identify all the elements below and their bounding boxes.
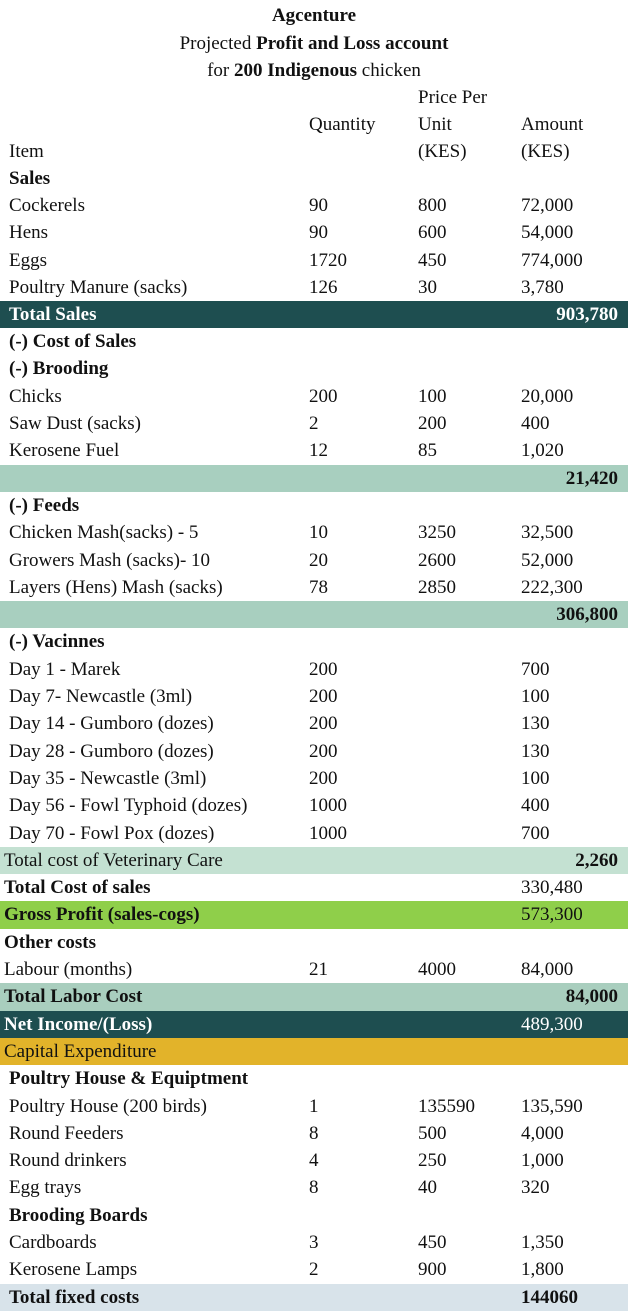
- total-labor-row: [0, 983, 628, 1010]
- board-line-qty: 2: [309, 1259, 319, 1281]
- report-scope: [0, 57, 628, 84]
- house-line-row: [0, 1120, 628, 1147]
- feeds-line-price: 2850: [418, 576, 456, 598]
- sales-line-amount: 3,780: [521, 276, 564, 298]
- cost-of-sales-heading: (-) Cost of Sales: [9, 331, 137, 353]
- veterinary-total-value: 2,260: [575, 849, 618, 871]
- total-fixed-costs-row: [0, 1284, 628, 1311]
- brooding-heading-row: [0, 355, 628, 382]
- brooding-line-price: 85: [418, 440, 437, 462]
- house-line-qty: 8: [309, 1122, 319, 1144]
- cost-of-sales-heading-row: [0, 328, 628, 355]
- brooding-line-row: [0, 437, 628, 464]
- total-fixed-costs-value: 144060: [521, 1286, 578, 1308]
- board-line-price: 450: [418, 1231, 447, 1253]
- board-line-row: [0, 1229, 628, 1256]
- vaccine-line-amount: 130: [521, 740, 550, 762]
- house-line-price: 135590: [418, 1095, 475, 1117]
- board-line-item: Kerosene Lamps: [9, 1259, 138, 1281]
- house-heading: Poultry House & Equiptment: [9, 1068, 249, 1090]
- total-cost-of-sales-row: [0, 874, 628, 901]
- report-subtitle: [0, 30, 628, 57]
- sales-line-item: Poultry Manure (sacks): [9, 276, 188, 298]
- house-line-amount: 135,590: [521, 1095, 583, 1117]
- gross-profit-label: Gross Profit (sales-cogs): [4, 904, 200, 926]
- vaccine-line-item: Day 14 - Gumboro (dozes): [9, 713, 214, 735]
- house-line-price: 40: [418, 1177, 437, 1199]
- sales-line-price: 450: [418, 249, 447, 271]
- sales-line-price: 600: [418, 222, 447, 244]
- house-line-amount: 320: [521, 1177, 550, 1199]
- vaccine-line-qty: 200: [309, 740, 338, 762]
- feeds-line-row: [0, 574, 628, 601]
- board-line-amount: 1,800: [521, 1259, 564, 1281]
- house-line-row: [0, 1174, 628, 1201]
- house-line-item: Poultry House (200 birds): [9, 1095, 207, 1117]
- vaccine-line-amount: 100: [521, 686, 550, 708]
- vaccine-line-item: Day 1 - Marek: [9, 658, 121, 680]
- company-name: Agcenture: [271, 5, 357, 26]
- vaccine-line-qty: 200: [309, 686, 338, 708]
- sales-line-qty: 126: [309, 276, 338, 298]
- vaccine-line-qty: 200: [309, 767, 338, 789]
- board-line-qty: 3: [309, 1231, 319, 1253]
- house-line-price: 500: [418, 1122, 447, 1144]
- total-sales-row: [0, 301, 628, 328]
- other-costs-heading-row: [0, 929, 628, 956]
- sales-line-price: 800: [418, 195, 447, 216]
- capex-heading-row: [0, 1038, 628, 1065]
- sales-line-item: Eggs: [9, 249, 47, 271]
- vaccine-line-row: [0, 683, 628, 710]
- sales-line-item: Hens: [9, 222, 49, 244]
- brooding-line-amount: 1,020: [521, 440, 564, 462]
- house-line-amount: 4,000: [521, 1122, 564, 1144]
- feeds-line-row: [0, 519, 628, 546]
- report-header: [0, 2, 628, 84]
- sales-line-amount: 774,000: [521, 249, 583, 271]
- total-cost-of-sales-label: Total Cost of sales: [4, 877, 151, 899]
- capex-heading: Capital Expenditure: [4, 1040, 157, 1062]
- vaccine-line-amount: 700: [521, 822, 550, 844]
- feeds-line-item: Layers (Hens) Mash (sacks): [9, 576, 223, 598]
- sales-line-amount: 54,000: [521, 222, 574, 244]
- sales-line-row: [0, 247, 628, 274]
- house-line-price: 250: [418, 1150, 447, 1172]
- board-line-amount: 1,350: [521, 1231, 564, 1253]
- gross-profit-value: 573,300: [521, 904, 583, 926]
- vaccine-line-amount: 100: [521, 767, 550, 789]
- vaccine-line-row: [0, 792, 628, 819]
- brooding-line-qty: 12: [309, 440, 328, 462]
- net-income-row: [0, 1011, 628, 1038]
- board-line-item: Cardboards: [9, 1231, 97, 1253]
- col-price-l3: (KES): [418, 141, 467, 162]
- brooding-line-qty: 200: [309, 385, 338, 407]
- vaccine-line-row: [0, 820, 628, 847]
- feeds-heading: (-) Feeds: [9, 494, 80, 516]
- feeds-line-amount: 222,300: [521, 576, 583, 598]
- house-line-item: Round Feeders: [9, 1122, 124, 1144]
- col-quantity: Quantity: [309, 114, 376, 135]
- vaccines-heading: (-) Vacinnes: [9, 631, 105, 653]
- vaccine-line-amount: 400: [521, 795, 550, 817]
- sales-heading-row: [0, 165, 628, 192]
- other-costs-heading: Other costs: [4, 931, 96, 953]
- total-labor-label: Total Labor Cost: [4, 986, 143, 1008]
- col-price-l1: Price Per: [418, 87, 488, 108]
- vaccine-line-qty: 1000: [309, 822, 347, 844]
- feeds-line-price: 3250: [418, 522, 456, 544]
- veterinary-total-label: Total cost of Veterinary Care: [4, 849, 223, 871]
- scope-suffix: chicken: [357, 60, 421, 81]
- house-line-qty: 8: [309, 1177, 319, 1199]
- statement-body: [0, 165, 628, 1311]
- column-headers: [0, 84, 628, 166]
- veterinary-total-row: [0, 847, 628, 874]
- col-item: Item: [9, 141, 44, 162]
- house-line-qty: 4: [309, 1150, 319, 1172]
- vaccine-line-qty: 200: [309, 658, 338, 680]
- house-line-item: Egg trays: [9, 1177, 82, 1199]
- vaccine-line-amount: 130: [521, 713, 550, 735]
- scope-bold: 200 Indigenous: [234, 60, 358, 81]
- brooding-line-amount: 20,000: [521, 385, 574, 407]
- brooding-line-qty: 2: [309, 413, 319, 435]
- feeds-line-item: Growers Mash (sacks)- 10: [9, 549, 211, 571]
- vaccine-line-item: Day 70 - Fowl Pox (dozes): [9, 822, 215, 844]
- brooding-line-row: [0, 383, 628, 410]
- board-line-price: 900: [418, 1259, 447, 1281]
- total-labor-value: 84,000: [565, 986, 618, 1008]
- brooding-line-amount: 400: [521, 413, 550, 435]
- total-cost-of-sales-value: 330,480: [521, 877, 583, 899]
- feeds-line-amount: 52,000: [521, 549, 574, 571]
- total-sales-value: 903,780: [556, 304, 618, 326]
- feeds-line-price: 2600: [418, 549, 456, 571]
- scope-prefix: for: [207, 60, 235, 81]
- brooding-line-item: Saw Dust (sacks): [9, 413, 141, 435]
- gross-profit-row: [0, 901, 628, 928]
- vaccine-line-item: Day 56 - Fowl Typhoid (dozes): [9, 795, 248, 817]
- brooding-boards-heading-row: [0, 1202, 628, 1229]
- feeds-line-row: [0, 547, 628, 574]
- feeds-line-item: Chicken Mash(sacks) - 5: [9, 522, 199, 544]
- col-amount-l1: Amount: [521, 114, 584, 135]
- sales-line-row: [0, 192, 628, 219]
- sales-line-item: Cockerels: [9, 195, 85, 216]
- vaccine-line-qty: 1000: [309, 795, 347, 817]
- feeds-heading-row: [0, 492, 628, 519]
- brooding-line-price: 100: [418, 385, 447, 407]
- labour-line-item: Labour (months): [4, 959, 133, 981]
- sales-line-qty: 90: [309, 222, 328, 244]
- house-line-row: [0, 1147, 628, 1174]
- sales-line-row: [0, 219, 628, 246]
- sales-line-qty: 1720: [309, 249, 347, 271]
- vaccine-line-row: [0, 710, 628, 737]
- house-heading-row: [0, 1065, 628, 1092]
- sales-line-price: 30: [418, 276, 437, 298]
- feeds-line-amount: 32,500: [521, 522, 574, 544]
- vaccines-heading-row: [0, 628, 628, 655]
- total-sales-label: Total Sales: [9, 304, 97, 326]
- brooding-line-item: Chicks: [9, 385, 62, 407]
- vaccine-line-item: Day 7- Newcastle (3ml): [9, 686, 193, 708]
- labour-line-price: 4000: [418, 959, 456, 981]
- house-line-qty: 1: [309, 1095, 319, 1117]
- brooding-subtotal-row: [0, 465, 628, 492]
- feeds-subtotal-row: [0, 601, 628, 628]
- board-line-row: [0, 1256, 628, 1283]
- brooding-line-row: [0, 410, 628, 437]
- labour-line-qty: 21: [309, 959, 328, 981]
- vaccine-line-item: Day 35 - Newcastle (3ml): [9, 767, 207, 789]
- vaccine-line-row: [0, 656, 628, 683]
- col-price-l2: Unit: [418, 114, 452, 135]
- brooding-line-item: Kerosene Fuel: [9, 440, 120, 462]
- vaccine-line-amount: 700: [521, 658, 550, 680]
- brooding-heading: (-) Brooding: [9, 358, 109, 380]
- feeds-line-qty: 20: [309, 549, 328, 571]
- feeds-subtotal-value: 306,800: [556, 604, 618, 626]
- house-line-row: [0, 1093, 628, 1120]
- sales-line-amount: 72,000: [521, 195, 574, 216]
- subtitle-prefix: Projected: [179, 33, 257, 54]
- labour-line-row: [0, 956, 628, 983]
- total-fixed-costs-label: Total fixed costs: [9, 1286, 140, 1308]
- feeds-line-qty: 10: [309, 522, 328, 544]
- feeds-line-qty: 78: [309, 576, 328, 598]
- brooding-subtotal-value: 21,420: [565, 467, 618, 489]
- labour-line-amount: 84,000: [521, 959, 574, 981]
- vaccine-line-row: [0, 765, 628, 792]
- brooding-boards-heading: Brooding Boards: [9, 1204, 148, 1226]
- house-line-item: Round drinkers: [9, 1150, 127, 1172]
- net-income-value: 489,300: [521, 1013, 583, 1035]
- vaccine-line-item: Day 28 - Gumboro (dozes): [9, 740, 214, 762]
- sales-line-qty: 90: [309, 195, 328, 216]
- col-amount-l2: (KES): [521, 141, 570, 162]
- vaccine-line-qty: 200: [309, 713, 338, 735]
- brooding-line-price: 200: [418, 413, 447, 435]
- vaccine-line-row: [0, 738, 628, 765]
- net-income-label: Net Income/(Loss): [4, 1013, 153, 1035]
- subtitle-bold: Profit and Loss account: [256, 33, 449, 54]
- sales-heading: Sales: [9, 168, 51, 189]
- house-line-amount: 1,000: [521, 1150, 564, 1172]
- sales-line-row: [0, 274, 628, 301]
